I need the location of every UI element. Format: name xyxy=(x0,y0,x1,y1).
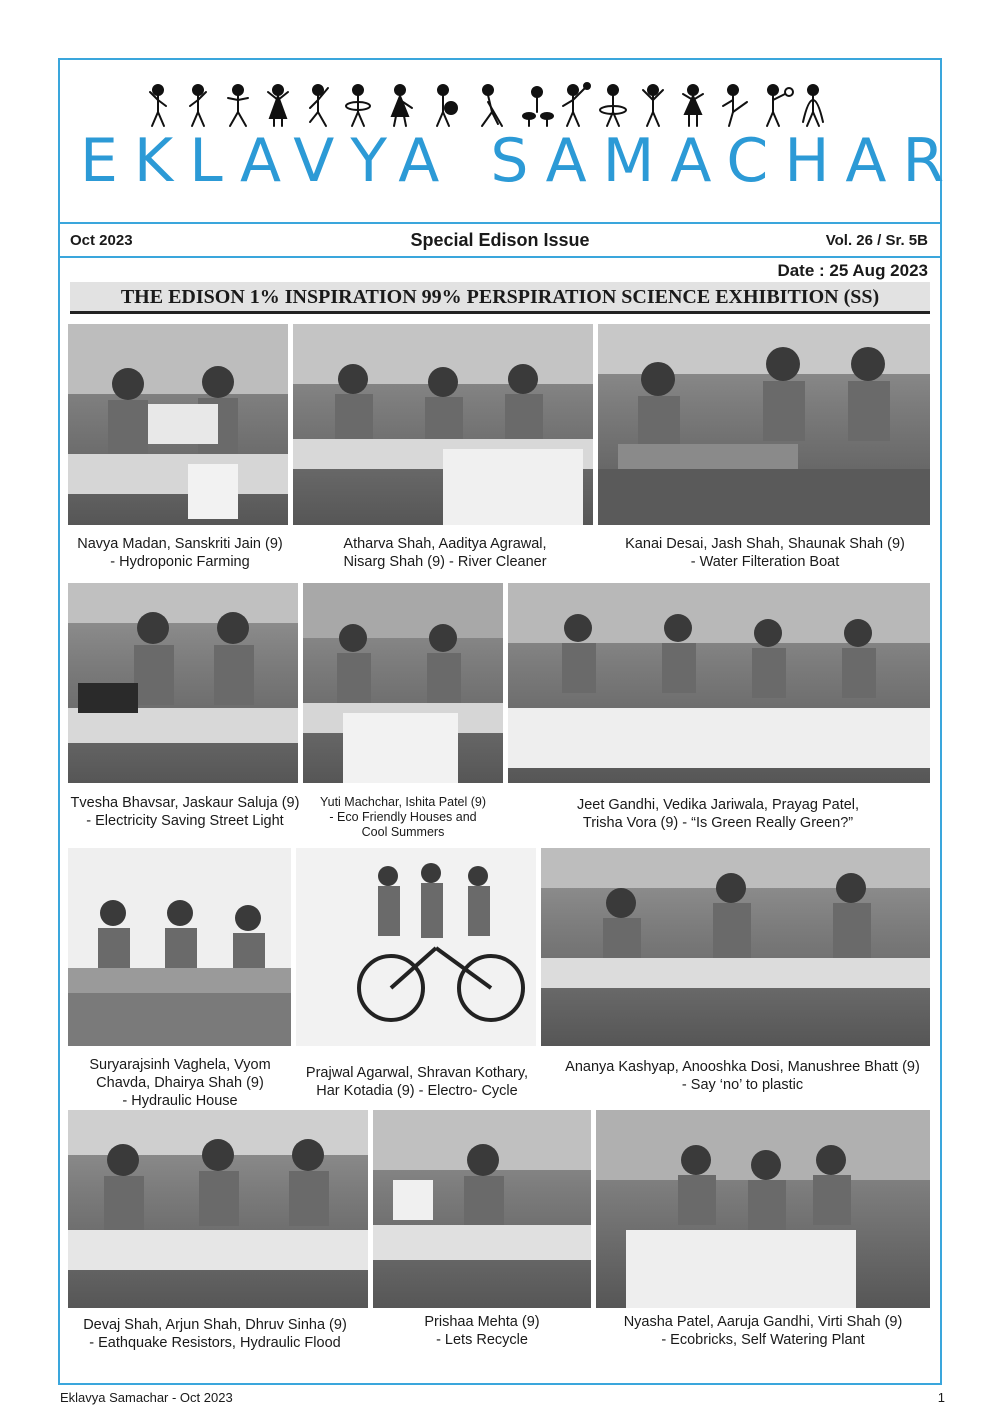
caption-street-light: Tvesha Bhavsar, Jaskaur Saluja (9) - Electricity Saving Street Light xyxy=(70,795,300,829)
caption-say-no-to-plastic: Ananya Kashyap, Anooshka Dosi, Manushree Bhatt (9) - Say ‘no’ to plastic xyxy=(565,1059,920,1093)
photo-street-light xyxy=(68,583,298,783)
photo-hydroponic-farming xyxy=(68,324,288,525)
photo-say-no-to-plastic xyxy=(541,848,930,1046)
photo-eco-friendly-houses xyxy=(303,583,503,783)
photo-water-filteration-boat xyxy=(598,324,930,525)
photo-is-green-really-green xyxy=(508,583,930,783)
caption-eco-friendly-houses: Yuti Machchar, Ishita Patel (9) - Eco Friendly Houses and Cool Summers xyxy=(319,795,487,839)
photo-lets-recycle xyxy=(373,1110,591,1308)
headline-banner xyxy=(70,282,930,314)
caption-earthquake-resistors: Devaj Shah, Arjun Shah, Dhruv Sinha (9) - Eathquake Resistors, Hydraulic Flood xyxy=(83,1317,347,1351)
issue-info-bar xyxy=(60,224,940,258)
headline-text: THE EDISON 1% INSPIRATION 99% PERSPIRATION SCIENCE EXHIBITION (SS) xyxy=(120,286,880,308)
photo-electro-cycle xyxy=(296,848,536,1046)
event-date: Date : 25 Aug 2023 xyxy=(777,261,928,280)
footer-text: Eklavya Samachar - Oct 2023 xyxy=(60,1390,233,1405)
photo-ecobricks xyxy=(596,1110,930,1308)
photo-earthquake-resistors xyxy=(68,1110,368,1308)
caption-ecobricks: Nyasha Patel, Aaruja Gandhi, Virti Shah (9) - Ecobricks, Self Watering Plant xyxy=(623,1314,903,1348)
photo-hydraulic-house xyxy=(68,848,291,1046)
caption-hydraulic-house: Suryarajsinh Vaghela, Vyom Chavda, Dhairya Shah (9) - Hydraulic House xyxy=(89,1057,271,1109)
caption-lets-recycle: Prishaa Mehta (9) - Lets Recycle xyxy=(424,1314,540,1348)
dancing-figures-illustration xyxy=(148,82,858,128)
page-number: 1 xyxy=(937,1390,945,1405)
issue-month: Oct 2023 xyxy=(70,232,133,249)
issue-name: Special Edison Issue xyxy=(410,230,590,250)
masthead xyxy=(60,60,961,224)
caption-hydroponic-farming: Navya Madan, Sanskriti Jain (9) - Hydroponic Farming xyxy=(77,536,283,570)
masthead-title: EKLAVYA SAMACHAR xyxy=(80,126,961,196)
caption-electro-cycle: Prajwal Agarwal, Shravan Kothary, Har Kotadia (9) - Electro- Cycle xyxy=(305,1065,529,1099)
caption-is-green-really-green: Jeet Gandhi, Vedika Jariwala, Prayag Patel, Trisha Vora (9) - “Is Green Really Green?” xyxy=(576,797,860,831)
caption-water-filteration-boat: Kanai Desai, Jash Shah, Shaunak Shah (9) - Water Filteration Boat xyxy=(625,536,905,570)
caption-river-cleaner: Atharva Shah, Aaditya Agrawal, Nisarg Shah (9) - River Cleaner xyxy=(343,536,547,570)
issue-volume: Vol. 26 / Sr. 5B xyxy=(825,232,928,249)
photo-river-cleaner xyxy=(293,324,593,525)
